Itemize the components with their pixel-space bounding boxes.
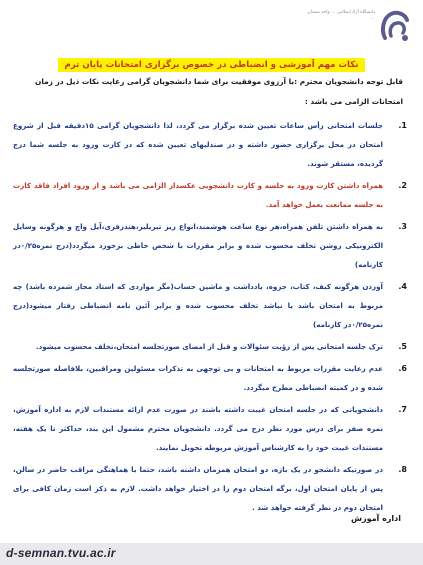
item-number: 3. xyxy=(398,222,407,231)
intro-paragraph: قابل توجه دانشجویان محترم :با آرزوی موفقیت برای شما دانشجویان گرامی رعایت نکات ذیل در زمان امتحانات الزامی می باشد : xyxy=(35,77,403,106)
item-number: 2. xyxy=(398,181,407,190)
footer-bar xyxy=(0,543,423,565)
list-item xyxy=(13,217,409,274)
footer-url[interactable]: d-semnan.tvu.ac.ir xyxy=(6,546,116,560)
list-item xyxy=(13,176,409,214)
item-text: جلسات امتحانی رأس ساعات تعیین شده برگزار می گردد، لذا دانشجویان گرامی ۱۵دقیقه قبل از شروع امتحان در محل برگزاری حضور داشته و در صندلیهای تعیین شده که در کارت ورود به جلسه شما درج گردیده، مستقر شوند. xyxy=(13,121,384,168)
item-number: 4. xyxy=(398,282,407,291)
item-text: به همراه داشتن تلفن همراه،هر نوع ساعت هوشمند،انواع ریز تبریلیر،هندزفری،آیل واچ و هرگونه وسایل الکترونیکی روشن تخلف محسوب شده و برابر مقررات با شخص خاطی برخورد میگردد(درج نمره۰/۲۵در کارنامه) xyxy=(13,222,383,269)
list-item xyxy=(13,400,409,457)
item-number: 6. xyxy=(398,364,407,373)
item-text: ترک جلسه امتحانی پس از رؤیت سئوالات و قبل از امضای صورتجلسه امتحان،تخلف محسوب میشود. xyxy=(35,342,383,351)
item-text: آوردن هرگونه کیف، کتاب، جزوه، یادداشت و ماشین حساب(مگر مواردی که استاد مجاز شمرده باشد) چه مربوط به امتحان باشد یا نباشد تخلف محسوب شده و برابر آئین نامه انضباطی رفتار میشود(درج نمره۰/۲۵در کارنامه) xyxy=(13,282,383,329)
signature: اداره آموزش xyxy=(350,514,401,523)
page-title: نکات مهم آموزشی و انضباطی در خصوص برگزاری امتحانات پایان ترم xyxy=(58,58,364,72)
logo-caption: دانشگاه آزاد اسلامی ... واحد سمنان ... xyxy=(307,10,375,21)
title-container xyxy=(0,52,423,72)
list-item xyxy=(13,359,409,397)
item-text: در صورتیکه دانشجو در یک بازه، دو امتحان همزمان داشته باشد، حتما با هماهنگی مراقب حاضر در سالن، پس از پایان امتحان اول، برگه امتحان دوم را در اختیار خواهد داشت. لازم به ذکر است زمان کافی برای امتحان دوم در نظر گرفته خواهد شد . xyxy=(13,465,383,512)
item-number: 1. xyxy=(398,121,407,130)
list-item xyxy=(13,277,409,334)
item-text: عدم رعایت مقررات مربوط به امتحانات و بی توجهی به تذکرات مسئولین ومراقبین، بلافاصله صورتجلسه شده و در کمیته انضباطی مطرح میگردد. xyxy=(13,364,383,392)
list-item xyxy=(13,337,409,356)
item-text: دانشجویانی که در جلسه امتحان غیبت داشته باشند در صورت عدم ارائه مستندات لازم به اداره آموزش، نمره صفر برای درس مورد نظر درج می گردد. دانشجویان محترم مشمول این بند، حداکثر تا یک هفته، مستندات غیبت خود را به کارشناس آموزش مربوطه تحویل نمایند. xyxy=(13,405,383,452)
item-number: 5. xyxy=(398,342,407,351)
item-number: 7. xyxy=(398,405,407,414)
university-logo xyxy=(307,4,417,48)
list-item xyxy=(13,116,409,173)
list-item xyxy=(13,460,409,517)
item-text: همراه داشتن کارت ورود به جلسه و کارت دانشجویی عکسدار الزامی می باشد و از ورود افراد فاقد کارت به جلسه ممانعت بعمل خواهد آمد. xyxy=(13,181,383,209)
item-number: 8. xyxy=(398,465,407,474)
university-logo-icon xyxy=(379,8,413,44)
rules-list xyxy=(13,116,409,520)
